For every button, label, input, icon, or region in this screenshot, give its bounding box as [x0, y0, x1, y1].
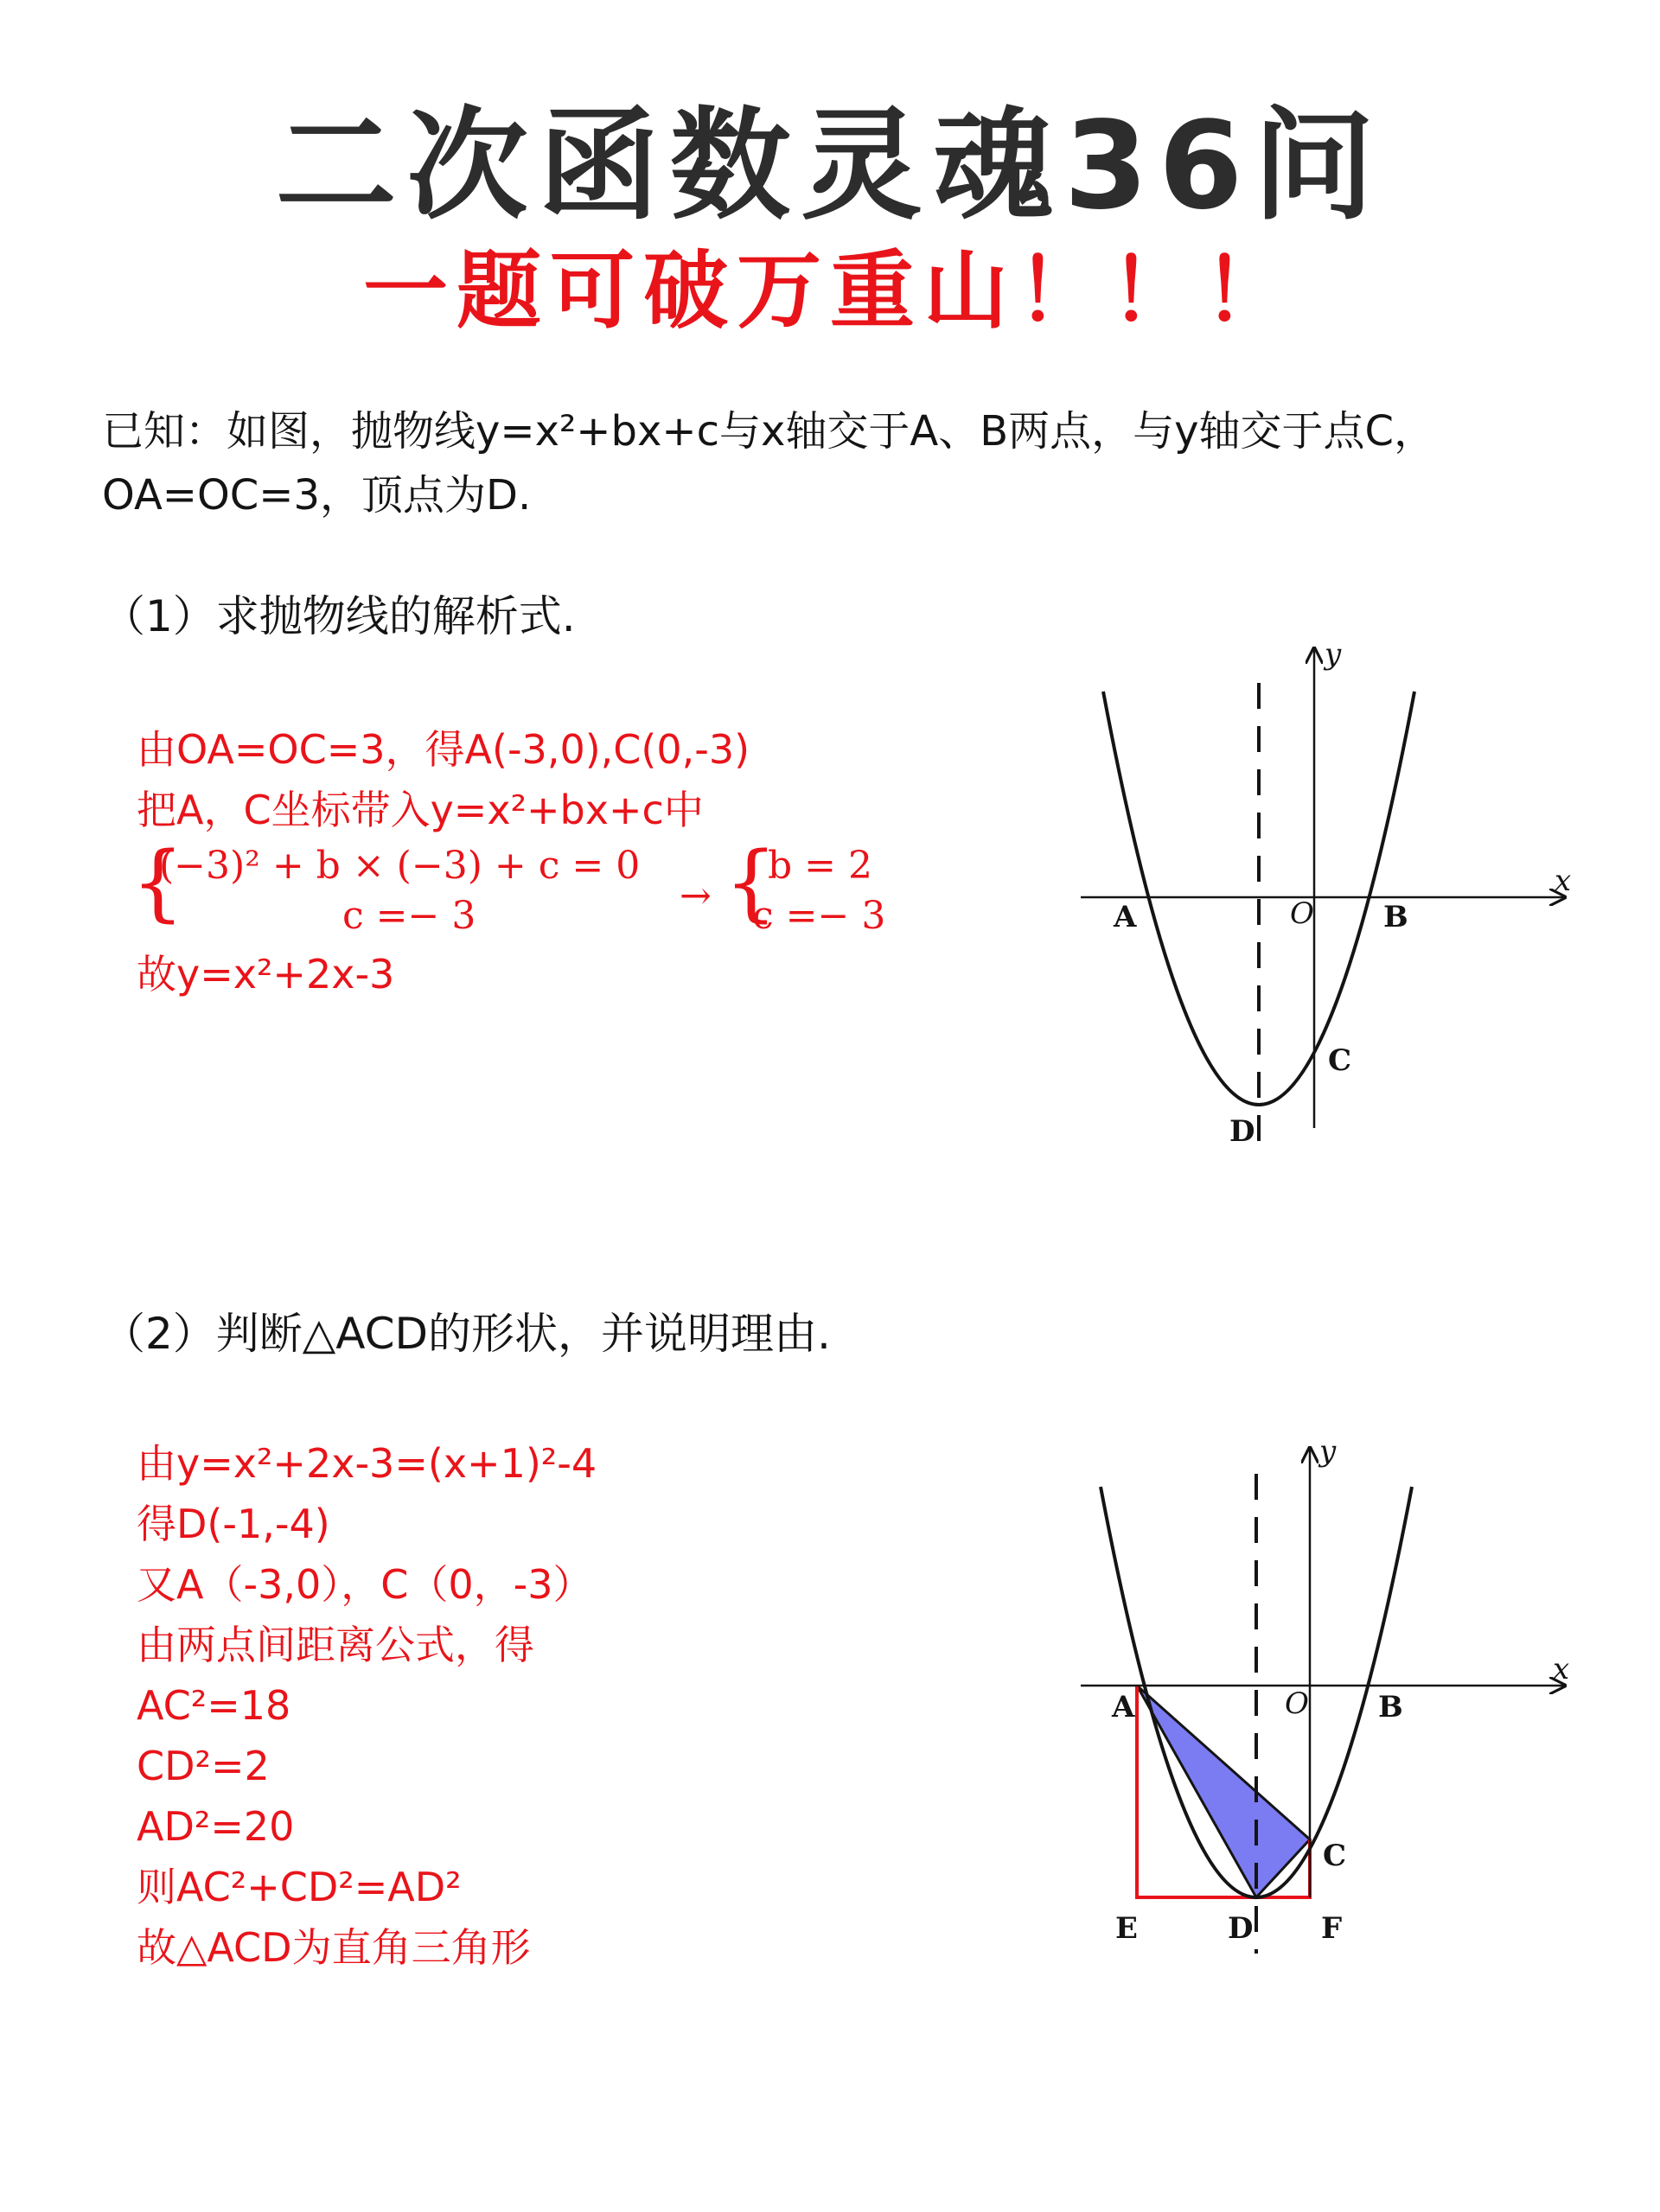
figure-2 — [1063, 1435, 1582, 1971]
solution-2-line-7: AD²=20 — [137, 1803, 295, 1850]
solution-2-line-5: AC²=18 — [137, 1682, 291, 1729]
point-a-label: A — [1114, 900, 1137, 934]
problem-line-1: 已知：如图，抛物线y=x²+bx+c与x轴交于A、B两点，与y轴交于点C， — [102, 407, 1436, 456]
solution-2-line-6: CD²=2 — [137, 1743, 270, 1789]
page-title: 二次函数灵魂36问 — [275, 96, 1385, 237]
point-c-label: C — [1328, 1043, 1352, 1078]
origin-label: O — [1285, 1686, 1309, 1721]
solution-1-line-2: 把A，C坐标带入y=x²+bx+c中 — [137, 787, 704, 833]
system-left-eq-1: (−3)² + b × (−3) + c = 0 — [159, 844, 641, 888]
system-right-eq-1: b = 2 — [768, 844, 872, 888]
solution-2-line-9: 故△ACD为直角三角形 — [137, 1924, 531, 1971]
solution-2-line-3: 又A（-3,0），C（0，-3） — [137, 1561, 593, 1608]
y-axis-label: y — [1325, 640, 1342, 672]
solution-1-result: 故y=x²+2x-3 — [137, 951, 395, 998]
point-b-label: B — [1383, 900, 1408, 934]
left-brace: { — [131, 834, 185, 931]
triangle-acd — [1137, 1686, 1310, 1897]
solution-2-line-2: 得D(-1,-4) — [137, 1501, 330, 1547]
solution-2-line-4: 由两点间距离公式，得 — [137, 1622, 534, 1668]
solution-2-line-1: 由y=x²+2x-3=(x+1)²-4 — [137, 1440, 597, 1487]
solution-1 — [131, 719, 886, 1004]
equation-system — [131, 834, 886, 944]
problem-statement — [102, 399, 1572, 527]
point-c-label: C — [1323, 1839, 1347, 1873]
question-2: （2）判断△ACD的形状，并说明理由. — [102, 1309, 831, 1359]
system-left-eq-2: c =− 3 — [342, 894, 476, 938]
problem-line-2: OA=OC=3，顶点为D. — [102, 471, 532, 520]
figure-1 — [1063, 640, 1582, 1176]
x-axis-label: x — [1555, 864, 1572, 898]
arrow: → — [680, 874, 712, 918]
question-1: （1）求抛物线的解析式. — [102, 591, 576, 641]
page-subtitle: 一题可破万重山！！！ — [362, 242, 1297, 341]
point-a-label: A — [1112, 1690, 1135, 1724]
point-e-label: E — [1115, 1911, 1138, 1946]
y-axis-label: y — [1319, 1435, 1337, 1469]
point-f-label: F — [1321, 1911, 1343, 1946]
x-axis-label: x — [1553, 1652, 1570, 1686]
origin-label: O — [1290, 896, 1314, 931]
solution-2-line-8: 则AC²+CD²=AD² — [137, 1864, 462, 1910]
solution-1-line-1: 由OA=OC=3，得A(-3,0),C(0,-3) — [137, 726, 750, 773]
right-brace: { — [725, 834, 778, 931]
system-right-eq-2: c =− 3 — [752, 894, 886, 938]
solution-2 — [137, 1433, 597, 1978]
point-d-label: D — [1229, 1114, 1255, 1149]
point-d-label: D — [1228, 1911, 1254, 1946]
point-b-label: B — [1378, 1690, 1403, 1724]
